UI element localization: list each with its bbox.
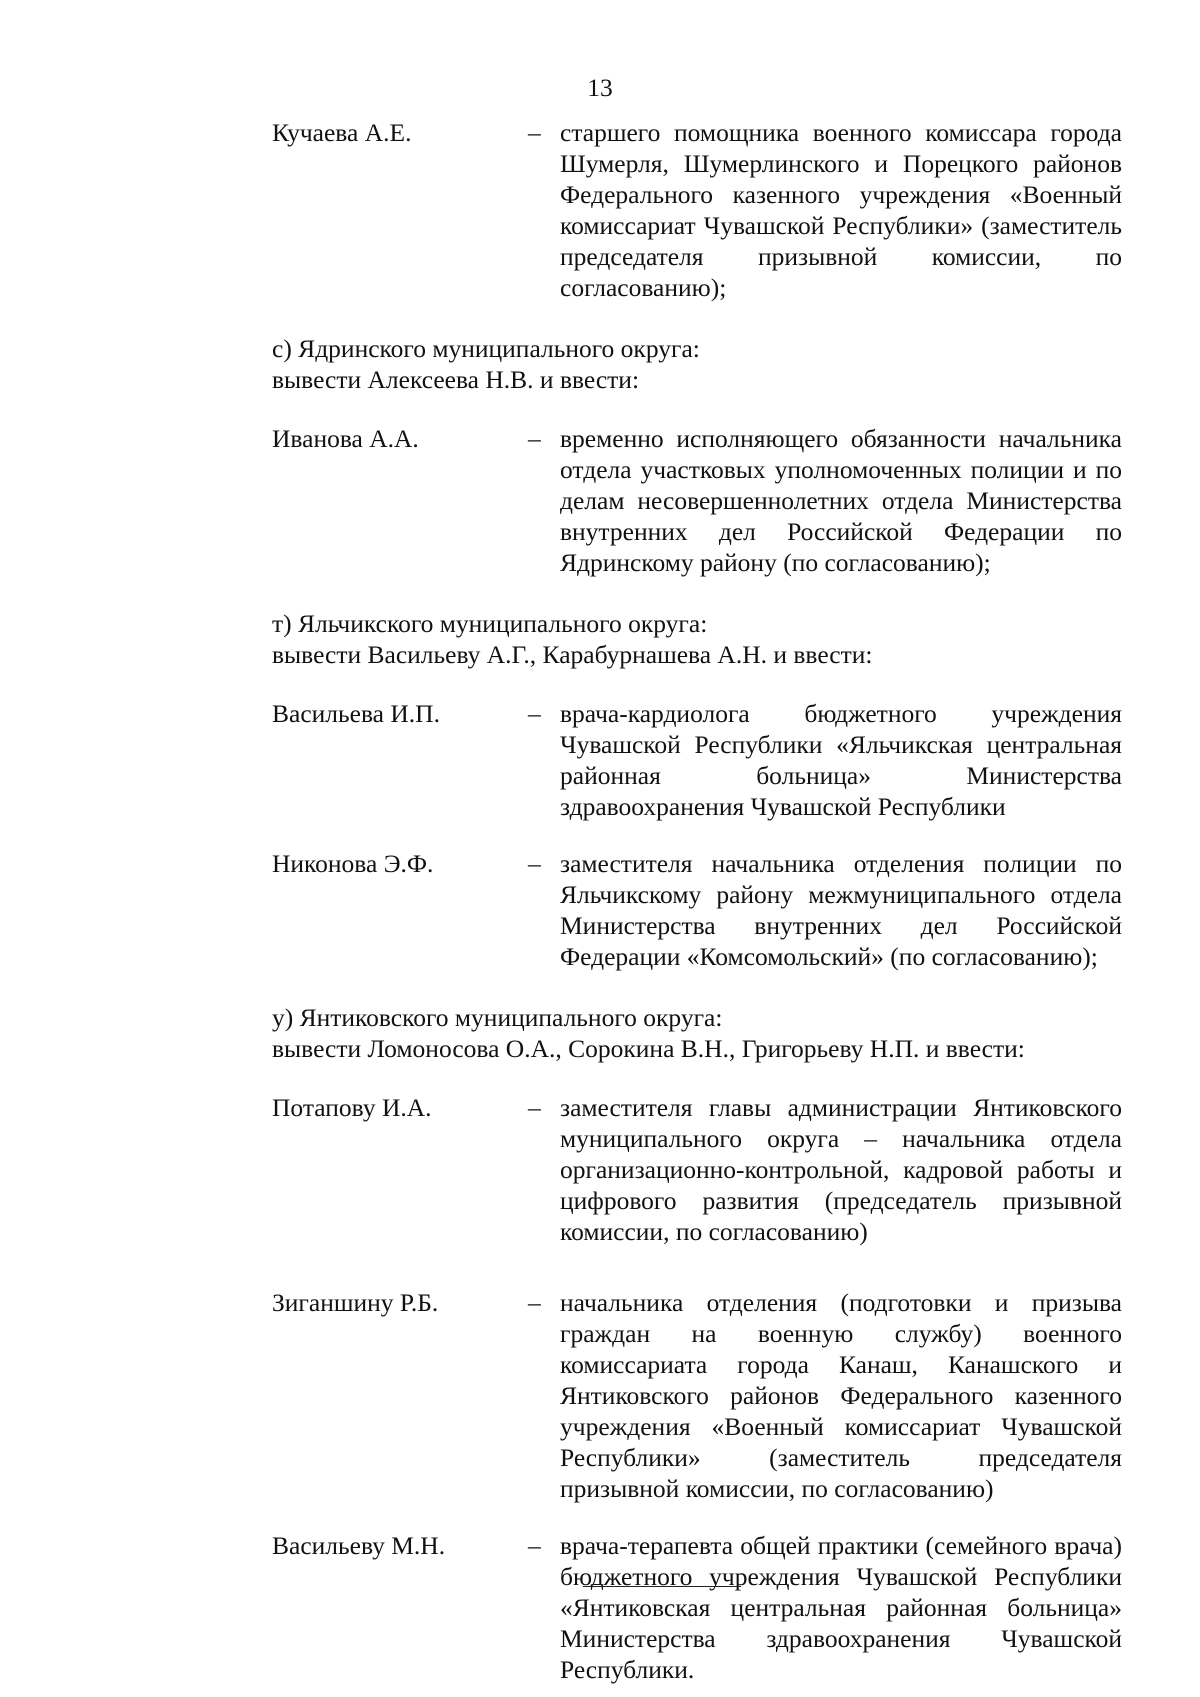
member-name: Потапову И.А. bbox=[272, 1093, 432, 1122]
member-entry bbox=[272, 698, 1122, 822]
member-entry bbox=[272, 1092, 1122, 1247]
member-name: Иванова А.А. bbox=[272, 424, 419, 453]
member-position: временно исполняющего обязанности начальника отдела участковых уполномоченных полиции и по делам несовершеннолетних отдела Министерства внутренних дел Российской Федерации по Ядринскому району (по согласованию); bbox=[560, 424, 1122, 577]
member-entry bbox=[272, 423, 1122, 578]
member-position: начальника отделения (подготовки и призыва граждан на военную службу) военного комиссариата города Канаш, Канашского и Янтиковского районов Федерального казенного учреждения «Военный комиссариат Чувашской Республики» (заместитель председателя призывной комиссии, по согласованию) bbox=[560, 1288, 1122, 1503]
page-number: 13 bbox=[587, 73, 613, 102]
document-body bbox=[272, 117, 1122, 1685]
dash-separator: – bbox=[528, 699, 541, 728]
dash-separator: – bbox=[528, 118, 541, 147]
section-yalchiksky bbox=[272, 608, 1122, 670]
member-position: старшего помощника военного комиссара города Шумерля, Шумерлинского и Порецкого районов Федерального казенного учреждения «Военный комиссариат Чувашской Республики» (заместитель председателя призывной комиссии, по согласованию); bbox=[560, 118, 1122, 302]
section-instruction: вывести Васильеву А.Г., Карабурнашева А.Н. и ввести: bbox=[272, 640, 873, 669]
dash-separator: – bbox=[528, 1288, 541, 1317]
section-heading: с) Ядринского муниципального округа: bbox=[272, 334, 700, 363]
member-name: Зиганшину Р.Б. bbox=[272, 1288, 439, 1317]
end-divider bbox=[583, 1586, 741, 1587]
member-name: Кучаева А.Е. bbox=[272, 118, 412, 147]
section-heading: у) Янтиковского муниципального округа: bbox=[272, 1003, 723, 1032]
member-name: Васильеву М.Н. bbox=[272, 1531, 446, 1560]
member-position: врача-кардиолога бюджетного учреждения Чувашской Республики «Яльчикская центральная районная больница» Министерства здравоохранения Чувашской Республики bbox=[560, 699, 1122, 821]
member-position: заместителя главы администрации Янтиковского муниципального округа – начальника отдела организационно-контрольной, кадровой работы и цифрового развития (председатель призывной комиссии, по согласованию) bbox=[560, 1093, 1122, 1246]
dash-separator: – bbox=[528, 424, 541, 453]
dash-separator: – bbox=[528, 1093, 541, 1122]
section-yantikovsky bbox=[272, 1002, 1122, 1064]
member-entry bbox=[272, 1287, 1122, 1504]
member-entry bbox=[272, 117, 1122, 303]
member-position: врача-терапевта общей практики (семейного врача) бюджетного учреждения Чувашской Республики «Янтиковская центральная районная больница» Министерства здравоохранения Чувашской Республики. bbox=[560, 1531, 1122, 1684]
member-entry bbox=[272, 848, 1122, 972]
dash-separator: – bbox=[528, 849, 541, 878]
member-entry bbox=[272, 1530, 1122, 1685]
section-instruction: вывести Ломоносова О.А., Сорокина В.Н., Григорьеву Н.П. и ввести: bbox=[272, 1034, 1025, 1063]
member-position: заместителя начальника отделения полиции по Яльчикскому району межмуниципального отдела Министерства внутренних дел Российской Федерации «Комсомольский» (по согласованию); bbox=[560, 849, 1122, 971]
member-name: Васильева И.П. bbox=[272, 699, 440, 728]
section-instruction: вывести Алексеева Н.В. и ввести: bbox=[272, 365, 640, 394]
member-name: Никонова Э.Ф. bbox=[272, 849, 434, 878]
dash-separator: – bbox=[528, 1531, 541, 1560]
section-yadrinsky bbox=[272, 333, 1122, 395]
section-heading: т) Яльчикского муниципального округа: bbox=[272, 609, 708, 638]
